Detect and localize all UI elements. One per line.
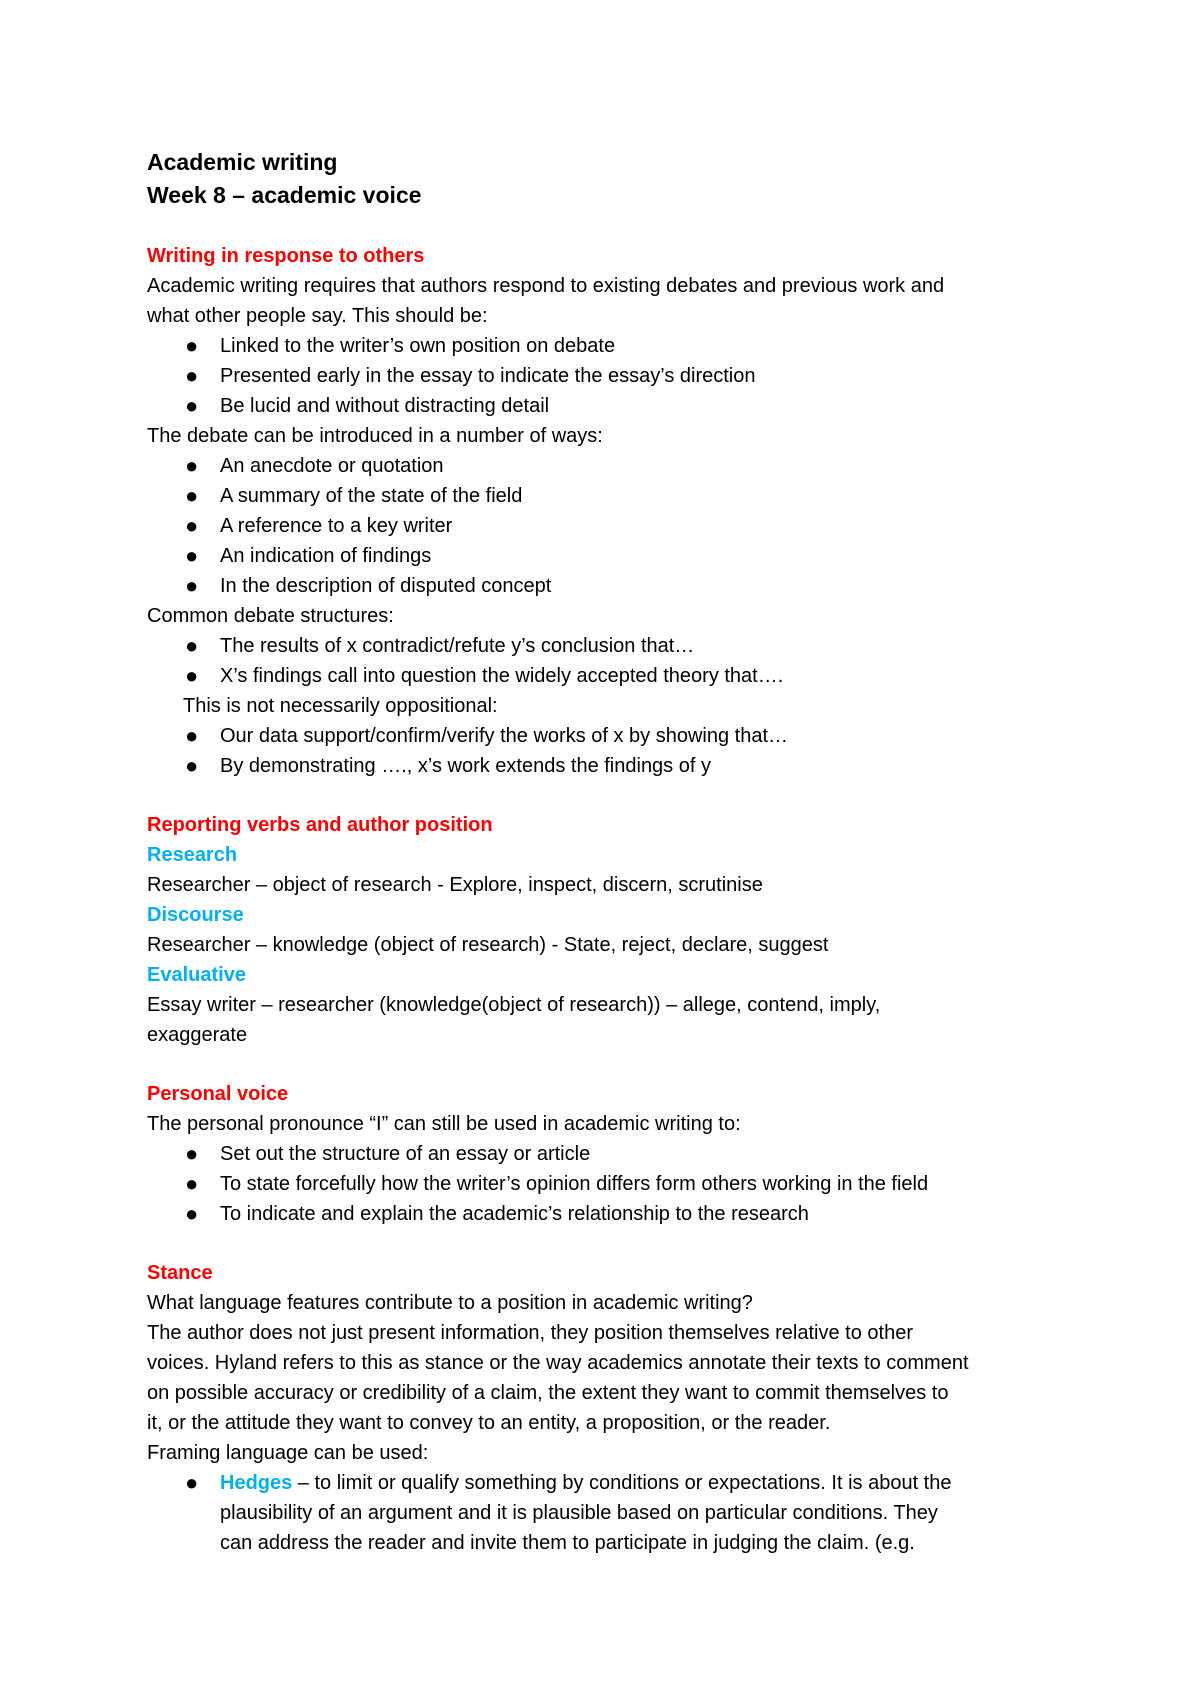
- bullet-list-should-be: [147, 331, 1077, 421]
- list-item: ● A reference to a key writer: [147, 511, 1077, 541]
- bullet-icon: ●: [185, 1470, 199, 1495]
- list-item: ● In the description of disputed concept: [147, 571, 1077, 601]
- term-hedges: Hedges: [220, 1472, 293, 1494]
- hedges-definition: – to limit or qualify something by conditions or expectations. It is about the: [292, 1472, 952, 1494]
- paragraph-line: on possible accuracy or credibility of a claim, the extent they want to commit themselves to: [147, 1382, 949, 1404]
- document-subtitle: Week 8 – academic voice: [147, 182, 422, 208]
- paragraph-line: can address the reader and invite them to participate in judging the claim. (e.g.: [220, 1532, 915, 1554]
- paragraph-line: This is not necessarily oppositional:: [183, 695, 498, 717]
- section-heading-personal-voice: Personal voice: [147, 1083, 289, 1105]
- list-item: ● The results of x contradict/refute y’s conclusion that…: [147, 631, 1077, 661]
- bullet-icon: ●: [185, 633, 199, 658]
- list-item: ● Our data support/confirm/verify the works of x by showing that…: [147, 721, 1077, 751]
- bullet-icon: ●: [185, 753, 199, 778]
- paragraph-line: Framing language can be used:: [147, 1442, 429, 1464]
- subheading-evaluative: Evaluative: [147, 964, 246, 986]
- list-item: ● An indication of findings: [147, 541, 1077, 571]
- list-item: ● Be lucid and without distracting detail: [147, 391, 1077, 421]
- document-page: [147, 146, 1077, 1558]
- list-item: ● X’s findings call into question the widely accepted theory that….: [147, 661, 1077, 691]
- subheading-discourse: Discourse: [147, 904, 244, 926]
- list-item: ● To state forcefully how the writer’s opinion differs form others working in the field: [147, 1169, 1077, 1199]
- bullet-icon: ●: [185, 723, 199, 748]
- list-item: ● Linked to the writer’s own position on debate: [147, 331, 1077, 361]
- bullet-icon: ●: [185, 483, 199, 508]
- paragraph-line: Academic writing requires that authors respond to existing debates and previous work and: [147, 275, 945, 297]
- subheading-research: Research: [147, 844, 238, 866]
- bullet-icon: ●: [185, 513, 199, 538]
- bullet-icon: ●: [185, 573, 199, 598]
- bullet-icon: ●: [185, 393, 199, 418]
- list-item: ● To indicate and explain the academic’s relationship to the research: [147, 1199, 1077, 1229]
- bullet-icon: ●: [185, 333, 199, 358]
- bullet-list-ways: [147, 451, 1077, 601]
- bullet-icon: ●: [185, 1171, 199, 1196]
- list-item: ● Set out the structure of an essay or article: [147, 1139, 1077, 1169]
- bullet-icon: ●: [185, 453, 199, 478]
- list-item: ● By demonstrating …., x’s work extends the findings of y: [147, 751, 1077, 781]
- bullet-icon: ●: [185, 543, 199, 568]
- list-item: ● An anecdote or quotation: [147, 451, 1077, 481]
- paragraph-line: exaggerate: [147, 1024, 248, 1046]
- paragraph-line: What language features contribute to a position in academic writing?: [147, 1292, 753, 1314]
- bullet-icon: ●: [185, 363, 199, 388]
- bullet-icon: ●: [185, 1141, 199, 1166]
- paragraph-line: Researcher – object of research - Explore, inspect, discern, scrutinise: [147, 874, 763, 896]
- paragraph-line: The debate can be introduced in a number of ways:: [147, 425, 603, 447]
- paragraph-line: voices. Hyland refers to this as stance or the way academics annotate their texts to comment: [147, 1352, 969, 1374]
- section-heading-writing-in-response: Writing in response to others: [147, 245, 425, 267]
- paragraph-line: The author does not just present information, they position themselves relative to other: [147, 1322, 913, 1344]
- paragraph-line: it, or the attitude they want to convey to an entity, a proposition, or the reader.: [147, 1412, 831, 1434]
- bullet-icon: ●: [185, 1201, 199, 1226]
- section-heading-reporting-verbs: Reporting verbs and author position: [147, 814, 493, 836]
- bullet-list-structures: [147, 631, 1077, 691]
- paragraph-line: The personal pronounce “I” can still be used in academic writing to:: [147, 1113, 741, 1135]
- section-heading-stance: Stance: [147, 1262, 213, 1284]
- bullet-list-personal-uses: [147, 1139, 1077, 1229]
- paragraph-line: what other people say. This should be:: [147, 305, 488, 327]
- bullet-list-non-oppositional: [147, 721, 1077, 781]
- bullet-icon: ●: [185, 663, 199, 688]
- paragraph-line: Common debate structures:: [147, 605, 394, 627]
- list-item: ● A summary of the state of the field: [147, 481, 1077, 511]
- list-item-hedges: [147, 1468, 1077, 1558]
- document-title: Academic writing: [147, 149, 338, 175]
- paragraph-line: Researcher – knowledge (object of research) - State, reject, declare, suggest: [147, 934, 829, 956]
- paragraph-line: Essay writer – researcher (knowledge(object of research)) – allege, contend, imply,: [147, 994, 881, 1016]
- paragraph-line: plausibility of an argument and it is plausible based on particular conditions. They: [220, 1502, 938, 1524]
- bullet-list-framing: [147, 1468, 1077, 1558]
- list-item: ● Presented early in the essay to indicate the essay’s direction: [147, 361, 1077, 391]
